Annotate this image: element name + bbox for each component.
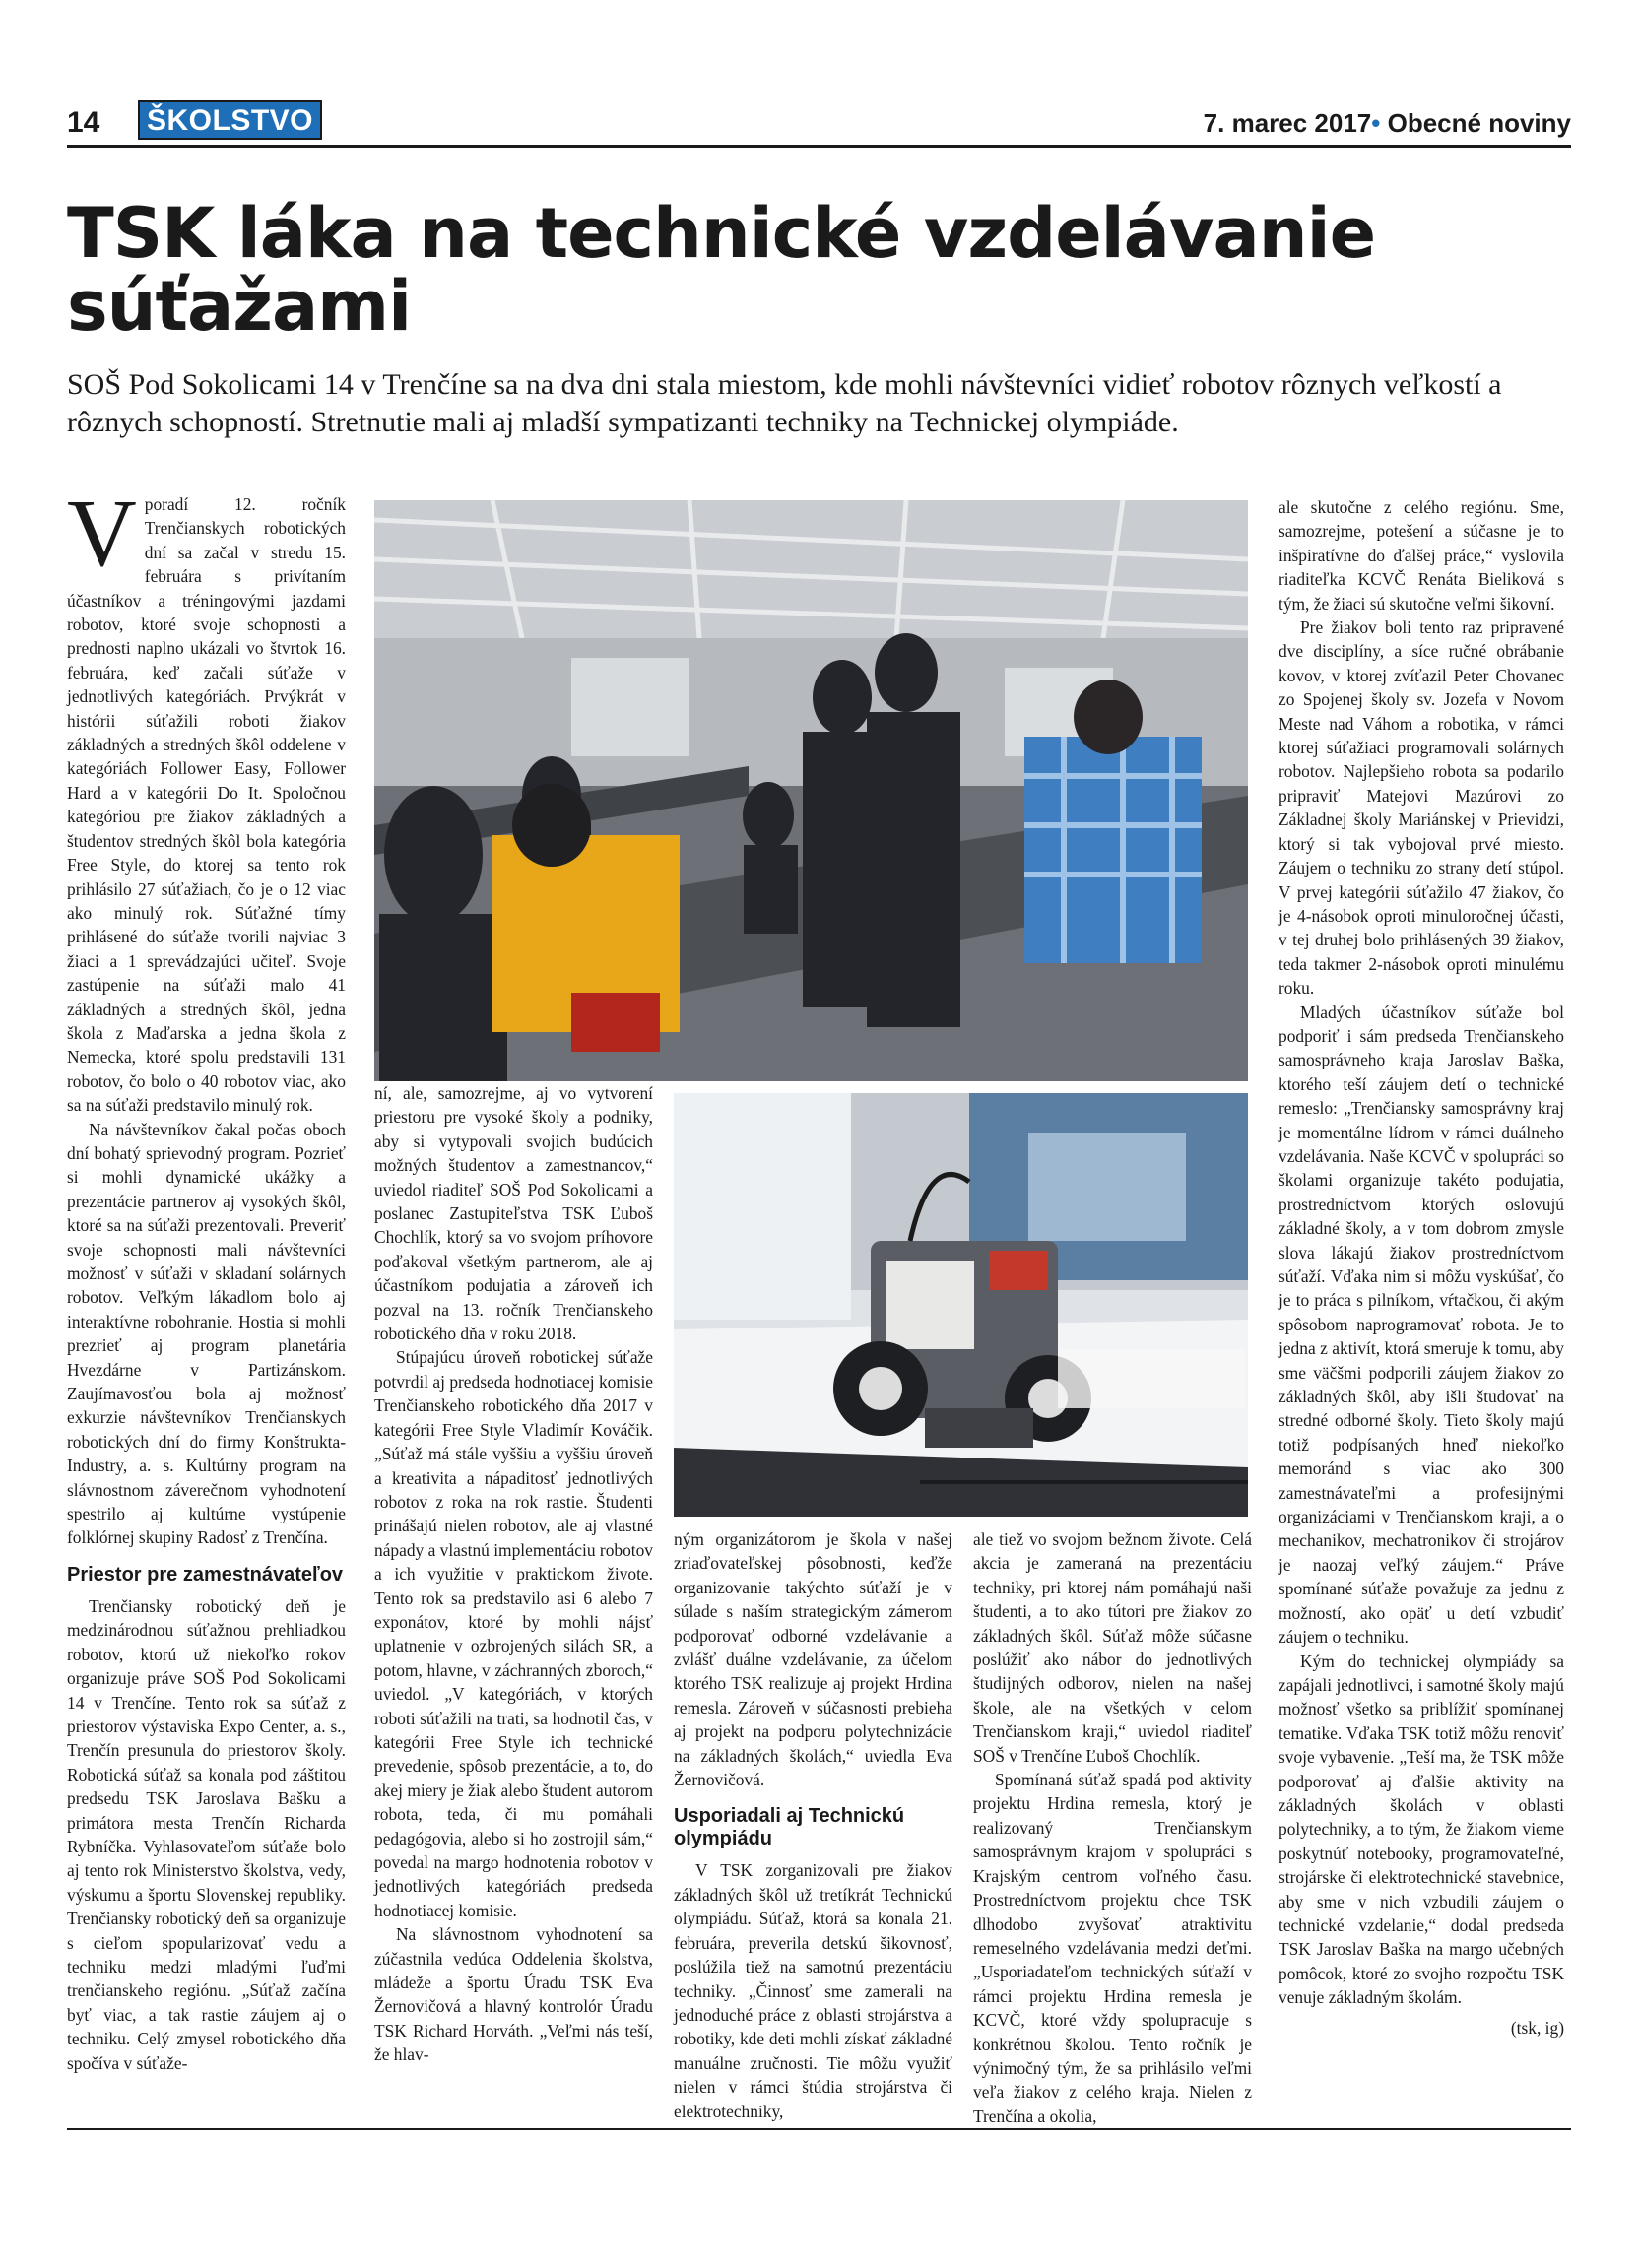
column-3-paragraph: V TSK zorganizovali pre žiakov základných škôl už tretíkrát Technickú olympiádu. Súťaž, ktorá sa konala 21. februára, preverila detskú šikovnosť, poslúžila tiež na samotnú prezentáciu techniky. „Činnosť sme zamerali na jednoduché práce z oblasti strojárstva a robotiky, kde deti mohli získať základné manuálne zručnosti. Tie môžu využiť nielen v rámci štúdia strojárstva či elektrotechniky,: [674, 1860, 952, 2121]
column-5-paragraph: Kým do technickej olympiády sa zapájali jednotlivci, i samotné školy majú možnosť všetko sa priblížiť spomínanej tematike. Vďaka TSK totiž môžu renoviť svoje vybavenie. „Teší ma, že TSK môže podporovať aj ďalšie aktivity na základných školách v oblasti polytechniky, a to tým, že žiakom vieme poskytnúť notebooky, programovateľné, strojárske či elektrotechnické stavebnice, aby sme v nich vzbudili záujem o technické vzdelanie,“ dodal predseda TSK Jaroslav Baška na margo učebných pomôcok, ktoré zo svojho rozpočtu TSK venuje základným školám.: [1279, 1651, 1564, 2008]
column-5-paragraph: Mladých účastníkov súťaže bol podporiť i sám predseda Trenčianskeho samosprávneho kraja Jaroslav Baška, ktorého teší záujem detí o technické remeslo: „Trenčiansky samosprávny kraj je momentálne lídrom v rámci duálneho vzdelávania. Naše KCVČ v spolupráci so školami organizuje takéto podujatia, prostredníctvom ktorých oslovujú základné školy, a v tom dobrom zmysle slova lákajú žiakov prostredníctvom súťaží. Vďaka nim si môžu vyskúšať, čo je to práca s pilníkom, vŕtačkou, či akým spôsobom naprogramovať robota. Je to jedna z aktivít, ktorá smeruje k tomu, aby sme väčšmi podporili záujem žiakov zo základných škôl, aby išli študovať na stredné odborné školy. Tieto školy majú totiž podpísaných hneď niekoľko memoránd s viac ako 300 zamestnávateľmi a profesijnými organizáciami v Trenčianskom kraji, a o mechanikov, mechatronikov či strojárov je naozaj veľký záujem.“ Práve spomínané súťaže považuje za jednu z možností, ako opäť u detí vzbudiť záujem o techniku.: [1279, 1002, 1564, 1648]
page-number: 14: [67, 106, 100, 139]
column-1-paragraph: Trenčiansky robotický deň je medzinárodnou súťažnou prehliadkou robotov, ktorú už niekoľko rokov organizuje práve SOŠ Pod Sokolicami 14 v Trenčíne. Tento rok sa súťaž z priestorov výstaviska Expo Center, a. s., Trenčín presunula do priestorov školy. Robotická súťaž sa konala pod záštitou predsedu TSK Jaroslava Bašku a primátora mesta Trenčín Richarda Rybníčka. Vyhlasovateľom súťaže bolo aj tento rok Ministerstvo školstva, vedy, výskumu a športu Slovenskej republiky. Trenčiansky robotický deň sa organizuje s cieľom spopularizovať vedu a techniku medzi mladými ľuďmi trenčianskeho regiónu. „Súťaž začína byť viac, a tak rastie záujem aj o techniku. Celý zmysel robotického dňa spočíva v súťaže-: [67, 1595, 346, 2073]
article-column-1: [67, 481, 346, 2117]
article-column-3: [674, 1527, 952, 2121]
column-5-paragraph: ale skutočne z celého regiónu. Sme, samozrejme, potešení a súčasne je to inšpiratívne do ďalšej práce,“ vyslovila riaditeľka KCVČ Renáta Bieliková s tým, že žiaci sú skutočne veľmi šikovní.: [1279, 497, 1564, 614]
publication-name: Obecné noviny: [1387, 108, 1571, 138]
subheading-employers: Priestor pre zamestnávateľov: [67, 1563, 344, 1586]
column-2-paragraph: ní, ale, samozrejme, aj vo vytvorení priestoru pre vysoké školy a podniky, aby si vytypovali svojich budúcich možných študentov a zamestnancov,“ uviedol riaditeľ SOŠ Pod Sokolicami a poslanec Zastupiteľstva TSK Ľuboš Chochlík, ktorý sa vo svojom príhovore poďakoval všetkým partnerom, ale aj účastníkom podujatia a zároveň ich pozval na 13. ročník Trenčianskeho robotického dňa v roku 2018.: [374, 1083, 653, 1344]
subheading-olympiad: Usporiadali aj Technickú olympiádu: [674, 1805, 905, 1850]
article-headline: TSK láka na technické vzdelávanie súťažami: [67, 193, 1376, 347]
author-signature: (tsk, ig): [1510, 2017, 1564, 2038]
article-column-4: [973, 1527, 1252, 2126]
separator-dot: •: [1371, 108, 1381, 138]
column-4-paragraph: ale tiež vo svojom bežnom živote. Celá akcia je zameraná na prezentáciu techniky, pri ktorej nám pomáhajú naši študenti, a to ako tútori pre žiakov zo základných škôl. Súťaž môže súčasne poslúžiť ako nábor do jednotlivých študijných odborov, nielen na našej škole, ale na všetkých v celom Trenčianskom kraji,“ uviedol riaditeľ SOŠ v Trenčíne Ľuboš Chochlík.: [973, 1529, 1252, 1766]
column-5-paragraph: Pre žiakov boli tento raz pripravené dve disciplíny, a síce ručné obrábanie kovov, v ktorej zvíťazil Peter Chovanec zo Spojenej školy sv. Jozefa v Novom Meste nad Váhom a robotika, v rámci ktorej súťažiaci programovali solárnych robotov. Najlepšieho robota sa podarilo pripraviť Matejovi Mazúrovi zo Základnej školy Mariánskej v Prievidzi, ktorý si tak vybojoval prvé miesto. Záujem o techniku zo strany detí stúpol. V prvej kategórii súťažilo 47 žiakov, čo je 4-násobok oproti minuloročnej účasti, v tej druhej bolo prihlásených 39 žiakov, teda takmer 2-násobok oproti minulému roku.: [1279, 617, 1564, 999]
column-4-paragraph: Spomínaná súťaž spadá pod aktivity projektu Hrdina remesla, ktorý je realizovaný Trenčianskym samosprávnym krajom v spolupráci s Krajským centrom voľného času. Prostredníctvom projektu chce TSK dlhodobo zvyšovať atraktivitu remeselného vzdelávania medzi deťmi. „Usporiadateľom technických súťaží v rámci projektu Hrdina remesla je KCVČ, ktoré vždy spolupracuje s konkrétnou školou. Tento ročník je výnimočný tým, že sa prihlásilo veľmi veľa žiakov z celého kraja. Nielen z Trenčína a okolia,: [973, 1770, 1252, 2126]
column-2-paragraph: Na slávnostnom vyhodnotení sa zúčastnila vedúca Oddelenia školstva, mládeže a športu Úradu TSK Eva Žernovičová a hlavný kontrolór Úradu TSK Richard Horváth. „Veľmi nás teší, že hlav-: [374, 1924, 653, 2065]
article-lead: SOŠ Pod Sokolicami 14 v Trenčíne sa na dva dni stala miestom, kde mohli návštevníci vidieť robotov rôznych veľkostí a rôznych schopností. Stretnutie mali aj mladší sympatizanti techniky na Technickej olympiáde.: [67, 368, 1502, 438]
column-1-paragraph: [67, 481, 346, 1118]
article-column-5: [1279, 495, 1564, 2120]
column-3-paragraph: ným organizátorom je škola v našej zriaďovateľskej pôsobnosti, keďže organizovanie takýchto súťaží je v súlade s naším strategickým zámerom podporovať odborné vzdelávanie a zvlášť duálne vzdelávanie, za účelom ktorého TSK realizuje aj projekt Hrdina remesla. Zároveň v súčasnosti prebieha aj projekt na podporu polytechnizácie na základných školách,“ uviedla Eva Žernovičová.: [674, 1529, 952, 1790]
page-header: [67, 98, 1571, 148]
bottom-rule: [67, 2128, 1571, 2130]
drop-cap: V: [67, 481, 137, 587]
issue-date-line: [1204, 108, 1571, 139]
column-1-paragraph: Na návštevníkov čakal počas oboch dní bohatý sprievodný program. Pozrieť si mohli dynamické ukážky a prezentácie partnerov aj vysokých škôl, ktoré sa na súťaži prezentovali. Preveriť svoje schopnosti mali návštevníci možnosť v súťaži v skladaní solárnych robotov. Veľkým lákadlom bolo aj interaktívne robohranie. Hostia si mohli prezrieť aj program planetária Hvezdárne v Partizánskom. Zaujímavosťou bola aj možnosť exkurzie návštevníkov Trenčianskych robotických dní do firmy Konštrukta-Industry, a. s. Kultúrny program na slávnostnom záverečnom vyhodnotení spestrilo aj kultúrne vystúpenie folklórnej skupiny Radosť z Trenčína.: [67, 1119, 346, 1548]
column-2-paragraph: Stúpajúcu úroveň robotickej súťaže potvrdil aj predseda hodnotiacej komisie Trenčianskeho robotického dňa 2017 v kategórii Free Style Vladimír Kováčik. „Súťaž má stále vyššiu a vyššiu úroveň a kreativita a nápaditosť jednotlivých robotov z roka na rok rastie. Študenti prinášajú nielen robotov, ale aj vlastné nápady a vlastnú implementáciu robotov a ich využitie v praktickom živote. Tento rok sa predstavilo asi 6 alebo 7 exponátov, ktoré by mohli nájsť uplatnenie v ozbrojených silách SR, a potom, hlavne, v záchranných zboroch,“ uviedol. „V kategóriách, v ktorých roboti súťažili na trati, sa hodnotil čas, v kategórii Free Style ich technické prevedenie, spôsob prezentácie, a to, do akej miery je žiak alebo študent autorom robota, teda, či mu pomáhali pedagógovia, alebo si ho zostrojil sám,“ povedal na margo hodnotenia robotov v jednotlivých kategóriách predseda hodnotiacej komisie.: [374, 1347, 654, 1920]
column-1-paragraph-text: poradí 12. ročník Trenčianskych robotických dní sa začal v stredu 15. februára s privítaním účastníkov a tréningovými jazdami robotov, ktoré svoje schopnosti a prednosti naplno ukázali vo štvrtok 16. februára, keď začali súťaže v jednotlivých kategóriách. Prvýkrát v histórii súťažili roboti žiakov základných a stredných škôl oddelene v kategóriách Follower Easy, Follower Hard a v kategórii Do It. Spoločnou kategóriou pre žiakov základných a študentov stredných škôl bola kategória Free Style, do ktorej sa tento rok prihlásilo 27 súťažiach, čo je o 12 viac ako minulý rok. Súťažné tímy prihlásené do súťaže tvorili najviac 3 žiaci a 1 sprevádzajúci učiteľ. Svoje zastúpenie na súťaži malo 41 základných a stredných škôl, jedna škola z Maďarska a jedna škola z Nemecka, ktoré spolu predstavili 131 robotov, čo bolo o 40 robotov viac, ako sa na súťaži predstavilo minulý rok.: [67, 494, 346, 1116]
section-label: ŠKOLSTVO: [138, 100, 322, 140]
workshop-photo: [374, 500, 1248, 1081]
robot-photo: [674, 1093, 1248, 1517]
issue-date: 7. marec 2017: [1203, 108, 1372, 138]
article-column-2: [374, 1081, 653, 2115]
